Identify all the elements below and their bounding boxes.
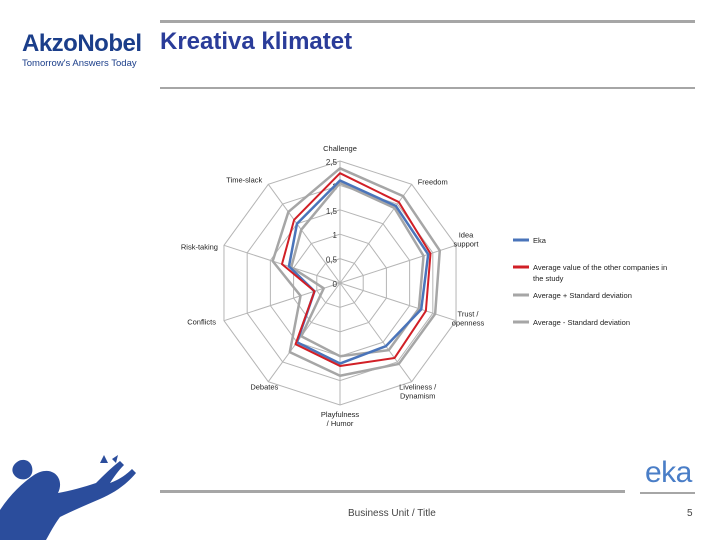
axis-label [226,175,262,184]
series-line-0 [289,181,428,364]
axis-label-line: Liveliness / [399,382,437,392]
footer-rule [160,490,625,493]
axis-label-line: Trust / [457,309,479,319]
legend-label [533,263,667,283]
axis-label [418,177,448,186]
header-top-rule [160,20,695,23]
axis-label [321,410,360,428]
axis-label [187,318,216,327]
axis-label-line: Debates [250,382,279,392]
axis-label-line: Conflicts [187,317,216,327]
legend-label-line: the study [533,274,564,283]
radar-chart [150,135,695,435]
logo-wordmark: AkzoNobel [22,30,142,57]
axis-label-line: / Humor [326,419,354,428]
axis-label-line: Dynamism [399,391,436,401]
legend-label-line: Average - Standard deviation [533,318,631,327]
axis-label [250,383,278,392]
axis-label [454,230,480,248]
axis-label [323,144,357,153]
scale-tick-label: 1 [332,231,337,241]
axis-label-line: Time-slack [226,175,263,185]
footer-rule-right [640,492,695,494]
axis-label-line: Risk-taking [180,242,218,252]
legend-label [533,318,630,327]
scale-tick-label: 2,5 [325,158,337,167]
axis-label [452,310,485,328]
scale-tick-label: 0,5 [325,255,337,265]
legend-label-line: Average + Standard deviation [533,291,632,300]
axis-label [181,242,218,251]
scale-tick-label: 0 [332,280,337,289]
axis-label-line: Freedom [417,177,448,187]
legend-label [533,291,632,300]
page-number: 5 [687,508,693,519]
header-bottom-rule [160,87,695,89]
eka-logo: eka [645,456,692,489]
axis-label [399,383,437,401]
akzonobel-logo [22,32,152,69]
axis-label-line: Idea [458,230,474,240]
legend-label-line: Average value of the other companies in [533,263,668,272]
scale-tick-label: 2 [332,182,337,192]
axis-label-line: Playfulness [320,410,360,419]
axis-label-line: support [453,239,479,249]
legend-label [533,236,547,245]
axis-label-line: openness [451,318,485,328]
akzonobel-figure-icon [0,455,145,540]
grid-spoke [340,283,456,321]
page-title: Kreativa klimatet [160,28,353,55]
footer-caption: Business Unit / Title [348,508,436,519]
axis-label-line: Challenge [323,144,357,153]
scale-tick-label: 1,5 [325,206,337,216]
logo-tagline: Tomorrow's Answers Today [22,58,137,69]
legend-label-line: Eka [533,236,546,245]
